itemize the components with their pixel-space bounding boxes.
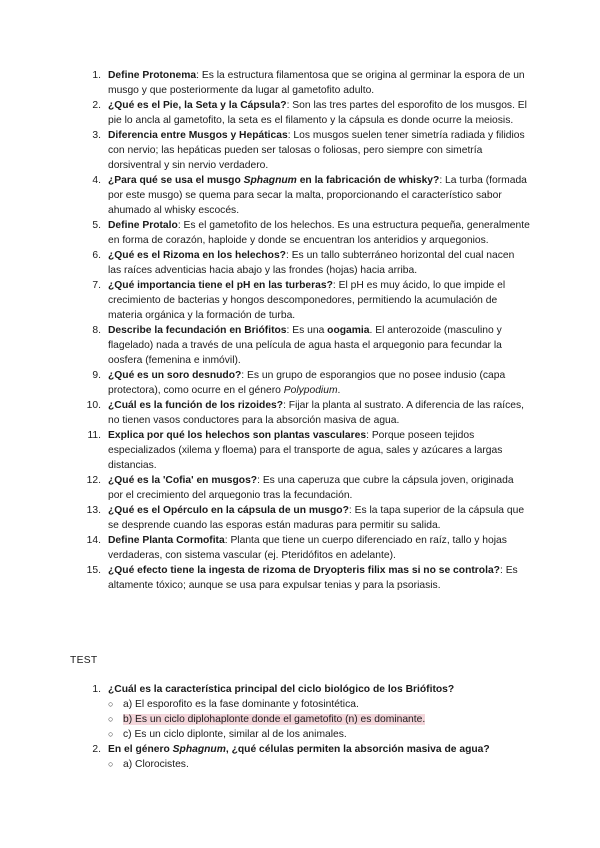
list-item: 9. ¿Qué es un soro desnudo?: Es un grupo de esporangios que no posee indusio (capa protectora), como ocurre en el género Polypodium. xyxy=(92,370,506,396)
question-title: ¿Qué es un soro desnudo? xyxy=(108,370,242,381)
question-title: Describe la fecundación en Briófitos xyxy=(108,325,287,336)
genus-name: Sphagnum xyxy=(243,175,297,186)
answer-text: : Los musgos suelen tener simetría radiada y filidios con nervio; las hepáticas pueden ser talosas o foliosas, pero siempre con simetría dorsiventral y sin nervio verdadero. xyxy=(108,130,525,171)
answer-text: : Porque poseen tejidos especializados (xilema y floema) para el transporte de agua, sales y azúcares a largas distancias. xyxy=(108,430,503,471)
question-title: ¿Qué es la 'Cofia' en musgos? xyxy=(108,475,258,486)
options-list xyxy=(108,697,530,742)
test-question-text: , ¿qué células permiten la absorción masiva de agua? xyxy=(225,744,490,755)
question-title: ¿Qué importancia tiene el pH en las turberas? xyxy=(108,280,333,291)
list-item: 6. ¿Qué es el Rizoma en los helechos?: Es un tallo subterráneo horizontal del cual nacen las raíces adventicias hacia abajo y las frondes (hojas) hacia arriba. xyxy=(92,250,515,276)
list-item: 3. Diferencia entre Musgos y Hepáticas: Los musgos suelen tener simetría radiada y filidios con nervio; las hepáticas pueden ser talosas o foliosas, pero siempre con simetría dorsiventral y sin nervio verdadero. xyxy=(92,130,525,171)
list-item: 15. ¿Qué efecto tiene la ingesta de rizoma de Dryopteris filix mas si no se controla?: Es altamente tóxico; aunque se usa para expulsar tenias y para la psoriasis. xyxy=(86,565,518,591)
question-title: ¿Cuál es la función de los rizoides? xyxy=(108,400,284,411)
answer-text: : Es una xyxy=(286,325,328,336)
question-title: ¿Qué es el Opérculo en la cápsula de un musgo? xyxy=(108,505,349,516)
list-item: 8. Describe la fecundación en Briófitos: Es una oogamia. El anterozoide (masculino y flagelado) nada a través de una película de agua hasta el arquegonio para fecundar la oosfera (femenina e inmóvil). xyxy=(92,325,502,366)
list-item: 5. Define Protalo: Es el gametofito de los helechos. Es una estructura pequeña, generalmente en forma de corazón, haploide y donde se encuentran los anteridios y arquegonios. xyxy=(92,220,530,246)
option-item: ○ a) Clorocistes. xyxy=(108,759,189,770)
question-title: ¿Qué efecto tiene la ingesta de rizoma de Dryopteris filix mas si no se controla? xyxy=(108,565,500,576)
answer-text: : Es la estructura filamentosa que se origina al germinar la espora de un musgo y que posteriormente da lugar al gametofito adulto. xyxy=(108,70,525,96)
keyword: oogamia xyxy=(327,325,370,336)
hollow-bullet-icon: ○ xyxy=(108,714,114,724)
answer-text: : Es un tallo subterráneo horizontal del cual nacen las raíces adventicias hacia abajo y las frondes (hojas) hacia arriba. xyxy=(108,250,515,276)
test-heading: TEST xyxy=(70,655,98,666)
question-title: ¿Qué es el Pie, la Seta y la Cápsula? xyxy=(108,100,287,111)
answer-text: : Es un grupo de esporangios que no posee indusio (capa protectora), como ocurre en el género xyxy=(108,370,506,396)
question-title: Define Planta Cormofita xyxy=(108,535,225,546)
answer-text: : Fijar la planta al sustrato. A diferencia de las raíces, no tienen vasos conductores para la absorción masiva de agua. xyxy=(108,400,525,426)
genus-name: Sphagnum xyxy=(172,744,226,755)
test-list xyxy=(70,682,530,772)
list-item: 2. ¿Qué es el Pie, la Seta y la Cápsula?: Son las tres partes del esporofito de los musgos. El pie lo ancla al gametofito, la seta es el filamento y la cápsula es donde ocurre la meiosis. xyxy=(92,100,527,126)
test-question-text: En el género xyxy=(108,744,173,755)
questions-list xyxy=(70,68,530,593)
answer-text: : Es la tapa superior de la cápsula que se desprende cuando las esporas están maduras para permitir su salida. xyxy=(108,505,525,531)
answer-text: : La turba (formada por este musgo) se quema para secar la malta, proporcionando el característico sabor ahumado al whisky escocés. xyxy=(108,175,527,216)
option-item-highlighted: ○ b) Es un ciclo diplohaplonte donde el gametofito (n) es dominante. xyxy=(108,714,426,725)
answer-text: : Es una caperuza que cubre la cápsula joven, originada por el crecimiento del arquegonio tras la fecundación. xyxy=(108,475,514,501)
options-list xyxy=(108,757,530,772)
question-title: Define Protalo xyxy=(108,220,178,231)
test-question-text: ¿Cuál es la característica principal del ciclo biológico de los Briófitos? xyxy=(108,684,455,695)
genus-name: Polypodium xyxy=(283,385,338,396)
option-item: ○ a) El esporofito es la fase dominante y fotosintética. xyxy=(108,699,359,710)
question-title: en la fabricación de whisky? xyxy=(296,175,440,186)
list-item: 1. Define Protonema: Es la estructura filamentosa que se origina al germinar la espora de un musgo y que posteriormente da lugar al gametofito adulto. xyxy=(92,70,525,96)
answer-text: . El anterozoide (masculino y flagelado) nada a través de una película de agua hasta el arquegonio para fecundar la oosfera (femenina e inmóvil). xyxy=(108,325,502,366)
answer-text: : El pH es muy ácido, lo que impide el crecimiento de bacterias y hongos descomponedores, permitiendo la acumulación de materia orgánica y la formación de turba. xyxy=(108,280,506,321)
answer-text: : Es el gametofito de los helechos. Es una estructura pequeña, generalmente en forma de corazón, haploide y donde se encuentran los anteridios y arquegonios. xyxy=(108,220,530,246)
list-item: 12. ¿Qué es la 'Cofia' en musgos?: Es una caperuza que cubre la cápsula joven, originada por el crecimiento del arquegonio tras la fecundación. xyxy=(86,475,514,501)
list-item: 13. ¿Qué es el Opérculo en la cápsula de un musgo?: Es la tapa superior de la cápsula que se desprende cuando las esporas están maduras para permitir su salida. xyxy=(86,505,525,531)
list-item: 14. Define Planta Cormofita: Planta que tiene un cuerpo diferenciado en raíz, tallo y hojas verdaderas, con sistema vascular (ej. Pteridófitos en adelante). xyxy=(86,535,507,561)
question-title: Define Protonema xyxy=(108,70,197,81)
list-item: 4. ¿Para qué se usa el musgo Sphagnum en la fabricación de whisky?: La turba (formada por este musgo) se quema para secar la malta, proporcionando el característico sabor ahumado al whisky escocés. xyxy=(92,175,527,216)
hollow-bullet-icon: ○ xyxy=(108,759,114,769)
list-item: 7. ¿Qué importancia tiene el pH en las turberas?: El pH es muy ácido, lo que impide el crecimiento de bacterias y hongos descomponedores, permitiendo la acumulación de materia orgánica y la formación de turba. xyxy=(92,280,506,321)
question-title: ¿Para qué se usa el musgo xyxy=(108,175,244,186)
question-title: ¿Qué es el Rizoma en los helechos? xyxy=(108,250,286,261)
list-item: 10. ¿Cuál es la función de los rizoides?: Fijar la planta al sustrato. A diferencia de las raíces, no tienen vasos conductores para la absorción masiva de agua. xyxy=(86,400,525,426)
answer-text: : Planta que tiene un cuerpo diferenciado en raíz, tallo y hojas verdaderas, con sistema vascular (ej. Pteridófitos en adelante). xyxy=(108,535,507,561)
test-question: 2. En el género Sphagnum, ¿qué células permiten la absorción masiva de agua? ○ a) Clorocistes. xyxy=(70,742,530,772)
hollow-bullet-icon: ○ xyxy=(108,729,114,739)
question-title: Diferencia entre Musgos y Hepáticas xyxy=(108,130,288,141)
test-question: 1. ¿Cuál es la característica principal del ciclo biológico de los Briófitos? ○ a) El esporofito es la fase dominante y fotosintética. ○ b) Es un ciclo diplohaplonte donde el gametofito (n) es dominante. ○ c) Es un ciclo diplonte, similar al de los animales. xyxy=(70,682,530,742)
question-title: Explica por qué los helechos son plantas vasculares xyxy=(108,430,367,441)
answer-text: : Es altamente tóxico; aunque se usa para expulsar tenias y para la psoriasis. xyxy=(108,565,518,591)
answer-text: : Son las tres partes del esporofito de los musgos. El pie lo ancla al gametofito, la seta es el filamento y la cápsula es donde ocurre la meiosis. xyxy=(108,100,527,126)
list-item: 11. Explica por qué los helechos son plantas vasculares: Porque poseen tejidos especializados (xilema y floema) para el transporte de agua, sales y azúcares a largas distancias. xyxy=(87,430,503,471)
hollow-bullet-icon: ○ xyxy=(108,699,114,709)
option-item: ○ c) Es un ciclo diplonte, similar al de los animales. xyxy=(108,729,347,740)
